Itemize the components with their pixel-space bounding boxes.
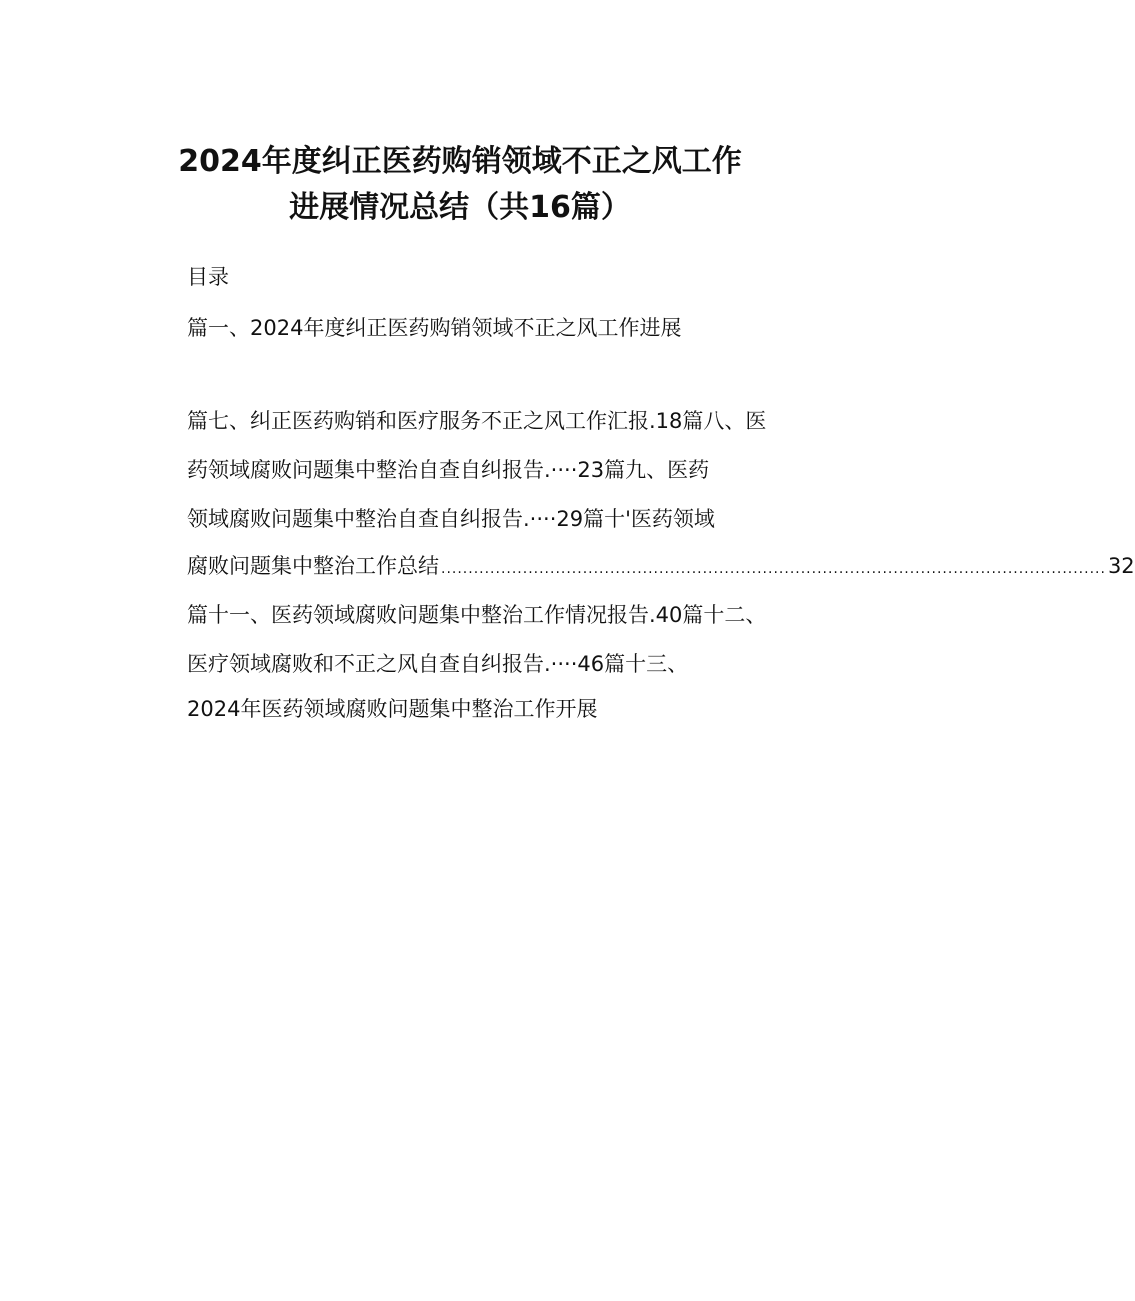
toc-page-number: 32 xyxy=(1107,554,1135,578)
toc-line: 领域腐败问题集中整治自查自纠报告.····29篇十'医药领域 xyxy=(187,507,715,531)
toc-line: 篇一、2024年度纠正医药购销领域不正之风工作进展 xyxy=(187,316,682,340)
toc-line: 篇十一、医药领域腐败问题集中整治工作情况报告.40篇十二、 xyxy=(187,603,767,627)
toc-leader-line xyxy=(187,550,1135,580)
document-title-line-2: 进展情况总结（共16篇） xyxy=(289,190,631,225)
toc-line: 2024年医药领域腐败问题集中整治工作开展 xyxy=(187,697,598,721)
toc-heading: 目录 xyxy=(187,265,229,289)
toc-line: 药领域腐败问题集中整治自查自纠报告.····23篇九、医药 xyxy=(187,458,710,482)
toc-leader-dots: .......................................................................................................................... xyxy=(441,561,1106,577)
toc-line: 医疗领域腐败和不正之风自查自纠报告.····46篇十三、 xyxy=(187,652,689,676)
toc-line: 篇七、纠正医药购销和医疗服务不正之风工作汇报.18篇八、医 xyxy=(187,409,767,433)
toc-leader-text: 腐败问题集中整治工作总结 xyxy=(187,554,439,578)
document-title-line-1: 2024年度纠正医药购销领域不正之风工作 xyxy=(178,144,742,179)
